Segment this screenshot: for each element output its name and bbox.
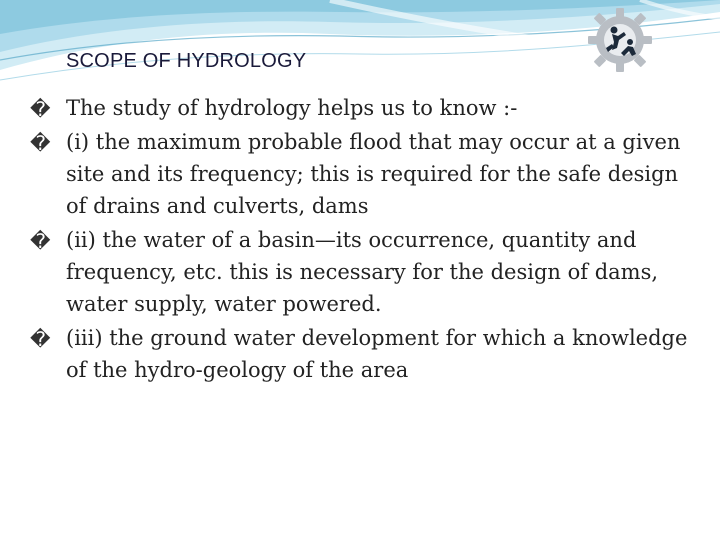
bullet-text: (ii) the water of a basin—its occurrence, quantity and frequency, etc. this is necessary for the design of dams, water supply, water powered. [66, 228, 659, 316]
slide-title: SCOPE OF HYDROLOGY [66, 50, 307, 72]
bullet-item-intro [30, 92, 690, 124]
bullet-item-basin-water [30, 224, 690, 320]
bullet-text: (i) the maximum probable flood that may occur at a given site and its frequency; this is required for the safe design of drains and culverts, dams [66, 130, 681, 218]
bullet-list [30, 92, 690, 388]
bullet-marker-icon: � [30, 327, 51, 351]
gear-team-logo-icon [584, 4, 656, 76]
bullet-marker-icon: � [30, 97, 51, 121]
bullet-item-flood [30, 126, 690, 222]
bullet-marker-icon: � [30, 131, 51, 155]
bullet-marker-icon: � [30, 229, 51, 253]
bullet-text: The study of hydrology helps us to know :- [66, 96, 518, 120]
bullet-text: (iii) the ground water development for which a knowledge of the hydro-geology of the area [66, 326, 688, 382]
bullet-item-ground-water [30, 322, 690, 386]
